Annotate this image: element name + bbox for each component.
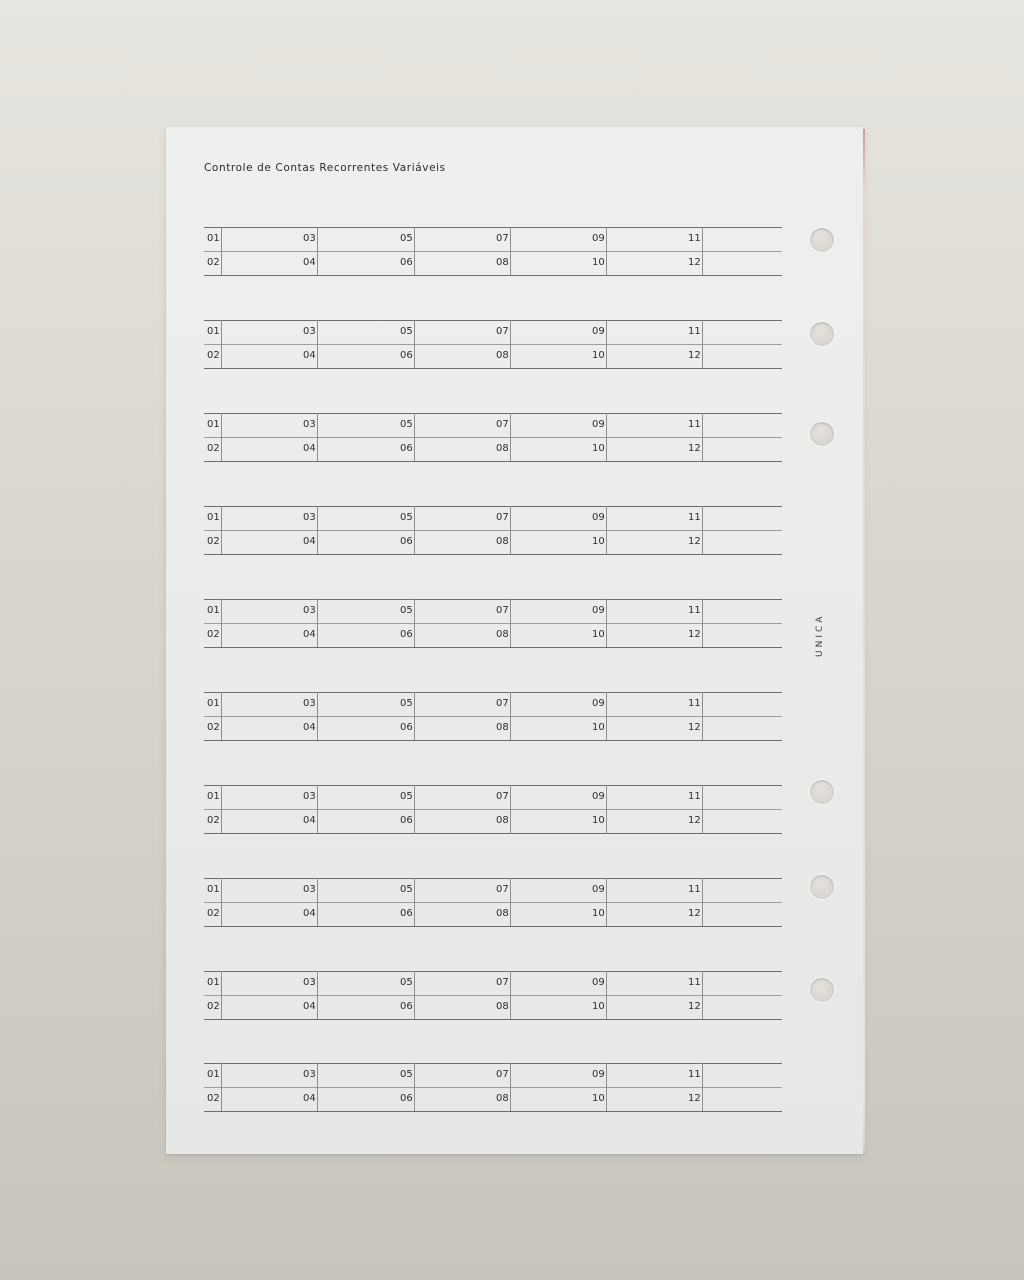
month-entry-field[interactable] <box>685 437 781 461</box>
month-entry-field[interactable] <box>397 1087 493 1111</box>
month-entry-field[interactable] <box>589 785 685 809</box>
month-entry-field[interactable] <box>397 251 493 275</box>
month-number: 11 <box>685 1063 703 1087</box>
month-entry-field[interactable] <box>493 530 589 554</box>
month-number: 06 <box>397 995 415 1019</box>
month-number: 01 <box>204 785 222 809</box>
account-block <box>204 506 782 554</box>
month-entry-field[interactable] <box>204 506 300 530</box>
month-entry-field[interactable] <box>685 1063 781 1087</box>
month-entry-field[interactable] <box>204 716 300 740</box>
month-number: 05 <box>397 320 415 344</box>
month-entry-field[interactable] <box>204 995 300 1019</box>
month-number: 09 <box>589 599 607 623</box>
month-entry-field[interactable] <box>397 878 493 902</box>
month-number: 08 <box>493 623 511 647</box>
month-entry-field[interactable] <box>685 530 781 554</box>
month-entry-field[interactable] <box>204 227 300 251</box>
month-number: 09 <box>589 971 607 995</box>
month-number: 04 <box>300 251 318 275</box>
month-number: 03 <box>300 1063 318 1087</box>
month-entry-field[interactable] <box>300 530 396 554</box>
month-number: 05 <box>397 785 415 809</box>
month-number: 04 <box>300 809 318 833</box>
month-number: 04 <box>300 530 318 554</box>
month-entry-field[interactable] <box>685 227 781 251</box>
month-entry-field[interactable] <box>685 716 781 740</box>
month-entry-field[interactable] <box>589 320 685 344</box>
month-entry-field[interactable] <box>589 227 685 251</box>
month-number: 02 <box>204 251 222 275</box>
month-number: 02 <box>204 437 222 461</box>
month-number: 07 <box>493 506 511 530</box>
month-entry-field[interactable] <box>589 530 685 554</box>
account-block <box>204 320 782 368</box>
rule-line <box>204 368 782 369</box>
month-entry-field[interactable] <box>397 716 493 740</box>
month-number: 02 <box>204 623 222 647</box>
month-number: 02 <box>204 902 222 926</box>
month-number: 10 <box>589 623 607 647</box>
month-entry-field[interactable] <box>589 902 685 926</box>
month-entry-field[interactable] <box>493 902 589 926</box>
month-number: 10 <box>589 437 607 461</box>
month-number: 03 <box>300 878 318 902</box>
month-entry-field[interactable] <box>204 878 300 902</box>
month-entry-field[interactable] <box>204 1087 300 1111</box>
month-number: 08 <box>493 251 511 275</box>
rule-line <box>204 1019 782 1020</box>
month-number: 03 <box>300 413 318 437</box>
month-entry-field[interactable] <box>685 413 781 437</box>
month-number: 11 <box>685 227 703 251</box>
binder-hole <box>810 780 834 804</box>
month-entry-field[interactable] <box>685 995 781 1019</box>
month-number: 01 <box>204 599 222 623</box>
month-number: 07 <box>493 971 511 995</box>
month-number: 07 <box>493 1063 511 1087</box>
month-number: 05 <box>397 971 415 995</box>
month-number: 01 <box>204 413 222 437</box>
month-number: 03 <box>300 785 318 809</box>
month-entry-field[interactable] <box>204 344 300 368</box>
month-entry-field[interactable] <box>300 413 396 437</box>
month-entry-field[interactable] <box>589 1087 685 1111</box>
page-title: Controle de Contas Recorrentes Variáveis <box>204 162 446 174</box>
month-number: 11 <box>685 320 703 344</box>
month-entry-field[interactable] <box>397 530 493 554</box>
month-entry-field[interactable] <box>493 227 589 251</box>
month-number: 08 <box>493 902 511 926</box>
month-entry-field[interactable] <box>204 530 300 554</box>
month-number: 09 <box>589 413 607 437</box>
month-number: 08 <box>493 437 511 461</box>
month-number: 12 <box>685 902 703 926</box>
month-entry-field[interactable] <box>685 251 781 275</box>
month-entry-field[interactable] <box>685 971 781 995</box>
month-number: 10 <box>589 902 607 926</box>
month-number: 03 <box>300 506 318 530</box>
month-number: 12 <box>685 623 703 647</box>
month-number: 12 <box>685 437 703 461</box>
month-number: 11 <box>685 599 703 623</box>
month-entry-field[interactable] <box>493 716 589 740</box>
month-number: 07 <box>493 320 511 344</box>
month-number: 08 <box>493 344 511 368</box>
month-entry-field[interactable] <box>493 599 589 623</box>
month-number: 01 <box>204 878 222 902</box>
month-entry-field[interactable] <box>397 902 493 926</box>
month-number: 08 <box>493 1087 511 1111</box>
month-entry-field[interactable] <box>300 344 396 368</box>
month-entry-field[interactable] <box>204 251 300 275</box>
month-entry-field[interactable] <box>397 437 493 461</box>
month-number: 10 <box>589 995 607 1019</box>
rule-line <box>204 740 782 741</box>
month-entry-field[interactable] <box>589 716 685 740</box>
month-number: 11 <box>685 692 703 716</box>
month-entry-field[interactable] <box>493 320 589 344</box>
month-number: 06 <box>397 716 415 740</box>
account-block <box>204 692 782 740</box>
month-number: 02 <box>204 809 222 833</box>
month-entry-field[interactable] <box>685 599 781 623</box>
month-entry-field[interactable] <box>300 506 396 530</box>
month-number: 11 <box>685 785 703 809</box>
month-entry-field[interactable] <box>300 902 396 926</box>
month-entry-field[interactable] <box>397 1063 493 1087</box>
month-number: 04 <box>300 1087 318 1111</box>
account-block <box>204 785 782 833</box>
month-entry-field[interactable] <box>493 878 589 902</box>
month-number: 11 <box>685 506 703 530</box>
month-entry-field[interactable] <box>685 809 781 833</box>
month-entry-field[interactable] <box>300 227 396 251</box>
month-number: 03 <box>300 320 318 344</box>
account-block <box>204 413 782 461</box>
month-entry-field[interactable] <box>589 506 685 530</box>
month-entry-field[interactable] <box>397 809 493 833</box>
account-block <box>204 599 782 647</box>
month-entry-field[interactable] <box>493 623 589 647</box>
month-entry-field[interactable] <box>685 623 781 647</box>
month-number: 10 <box>589 1087 607 1111</box>
month-entry-field[interactable] <box>493 809 589 833</box>
month-entry-field[interactable] <box>300 1087 396 1111</box>
month-entry-field[interactable] <box>685 878 781 902</box>
month-number: 01 <box>204 320 222 344</box>
month-entry-field[interactable] <box>685 344 781 368</box>
month-number: 05 <box>397 227 415 251</box>
month-entry-field[interactable] <box>300 251 396 275</box>
month-number: 02 <box>204 995 222 1019</box>
month-entry-field[interactable] <box>397 227 493 251</box>
month-entry-field[interactable] <box>397 599 493 623</box>
month-entry-field[interactable] <box>204 692 300 716</box>
month-number: 04 <box>300 623 318 647</box>
month-entry-field[interactable] <box>204 809 300 833</box>
month-number: 02 <box>204 344 222 368</box>
month-entry-field[interactable] <box>493 1087 589 1111</box>
month-entry-field[interactable] <box>589 413 685 437</box>
binder-hole <box>810 422 834 446</box>
month-number: 01 <box>204 1063 222 1087</box>
month-entry-field[interactable] <box>397 785 493 809</box>
month-number: 04 <box>300 437 318 461</box>
month-number: 06 <box>397 530 415 554</box>
brand-label: UNICA <box>815 613 825 657</box>
month-entry-field[interactable] <box>397 413 493 437</box>
month-number: 06 <box>397 623 415 647</box>
month-entry-field[interactable] <box>300 1063 396 1087</box>
month-entry-field[interactable] <box>589 692 685 716</box>
month-number: 09 <box>589 878 607 902</box>
month-number: 06 <box>397 251 415 275</box>
month-entry-field[interactable] <box>204 437 300 461</box>
month-entry-field[interactable] <box>589 437 685 461</box>
month-entry-field[interactable] <box>397 692 493 716</box>
month-number: 10 <box>589 530 607 554</box>
month-entry-field[interactable] <box>397 320 493 344</box>
month-number: 07 <box>493 413 511 437</box>
month-number: 09 <box>589 1063 607 1087</box>
month-number: 09 <box>589 692 607 716</box>
month-entry-field[interactable] <box>589 344 685 368</box>
month-entry-field[interactable] <box>589 623 685 647</box>
month-number: 05 <box>397 1063 415 1087</box>
month-entry-field[interactable] <box>300 785 396 809</box>
month-number: 04 <box>300 716 318 740</box>
month-entry-field[interactable] <box>493 1063 589 1087</box>
month-number: 12 <box>685 716 703 740</box>
month-number: 07 <box>493 692 511 716</box>
rule-line <box>204 833 782 834</box>
month-number: 09 <box>589 227 607 251</box>
account-block <box>204 971 782 1019</box>
month-entry-field[interactable] <box>685 1087 781 1111</box>
month-number: 06 <box>397 1087 415 1111</box>
month-number: 12 <box>685 344 703 368</box>
month-entry-field[interactable] <box>493 437 589 461</box>
month-number: 10 <box>589 251 607 275</box>
month-entry-field[interactable] <box>685 320 781 344</box>
month-entry-field[interactable] <box>300 995 396 1019</box>
rule-line <box>204 275 782 276</box>
month-number: 05 <box>397 506 415 530</box>
month-number: 11 <box>685 878 703 902</box>
month-entry-field[interactable] <box>204 971 300 995</box>
month-entry-field[interactable] <box>204 902 300 926</box>
month-number: 05 <box>397 599 415 623</box>
rule-line <box>204 647 782 648</box>
month-entry-field[interactable] <box>300 809 396 833</box>
month-number: 12 <box>685 530 703 554</box>
month-entry-field[interactable] <box>493 692 589 716</box>
month-entry-field[interactable] <box>397 344 493 368</box>
month-entry-field[interactable] <box>589 878 685 902</box>
month-number: 03 <box>300 599 318 623</box>
month-number: 05 <box>397 413 415 437</box>
binder-hole <box>810 228 834 252</box>
month-number: 10 <box>589 344 607 368</box>
month-number: 12 <box>685 809 703 833</box>
account-block <box>204 1063 782 1111</box>
month-number: 11 <box>685 971 703 995</box>
month-number: 08 <box>493 716 511 740</box>
month-number: 07 <box>493 785 511 809</box>
month-number: 02 <box>204 716 222 740</box>
month-entry-field[interactable] <box>493 506 589 530</box>
month-entry-field[interactable] <box>204 413 300 437</box>
month-number: 02 <box>204 530 222 554</box>
month-entry-field[interactable] <box>300 437 396 461</box>
month-number: 11 <box>685 413 703 437</box>
rule-line <box>204 926 782 927</box>
month-number: 08 <box>493 530 511 554</box>
month-number: 02 <box>204 1087 222 1111</box>
month-number: 09 <box>589 506 607 530</box>
month-entry-field[interactable] <box>589 251 685 275</box>
sheet-edge <box>863 129 865 1151</box>
month-entry-field[interactable] <box>493 251 589 275</box>
planner-sheet <box>166 127 863 1154</box>
month-entry-field[interactable] <box>300 623 396 647</box>
month-entry-field[interactable] <box>589 809 685 833</box>
month-entry-field[interactable] <box>300 692 396 716</box>
month-number: 07 <box>493 227 511 251</box>
account-block <box>204 878 782 926</box>
month-number: 01 <box>204 971 222 995</box>
binder-hole <box>810 875 834 899</box>
month-entry-field[interactable] <box>493 344 589 368</box>
month-entry-field[interactable] <box>397 971 493 995</box>
month-number: 01 <box>204 692 222 716</box>
month-number: 10 <box>589 809 607 833</box>
month-entry-field[interactable] <box>204 623 300 647</box>
account-block <box>204 227 782 275</box>
month-entry-field[interactable] <box>493 785 589 809</box>
month-number: 04 <box>300 344 318 368</box>
month-number: 05 <box>397 878 415 902</box>
rule-line <box>204 554 782 555</box>
month-number: 06 <box>397 344 415 368</box>
month-number: 09 <box>589 320 607 344</box>
month-entry-field[interactable] <box>685 785 781 809</box>
month-entry-field[interactable] <box>589 971 685 995</box>
month-number: 12 <box>685 251 703 275</box>
month-entry-field[interactable] <box>493 971 589 995</box>
month-entry-field[interactable] <box>685 902 781 926</box>
month-number: 07 <box>493 878 511 902</box>
month-entry-field[interactable] <box>397 995 493 1019</box>
month-entry-field[interactable] <box>300 599 396 623</box>
month-number: 10 <box>589 716 607 740</box>
month-entry-field[interactable] <box>589 995 685 1019</box>
month-number: 01 <box>204 506 222 530</box>
month-number: 08 <box>493 809 511 833</box>
month-entry-field[interactable] <box>300 320 396 344</box>
month-number: 04 <box>300 995 318 1019</box>
binder-hole <box>810 322 834 346</box>
month-entry-field[interactable] <box>493 995 589 1019</box>
month-number: 06 <box>397 437 415 461</box>
month-number: 01 <box>204 227 222 251</box>
month-entry-field[interactable] <box>685 506 781 530</box>
month-number: 05 <box>397 692 415 716</box>
month-entry-field[interactable] <box>300 716 396 740</box>
rule-line <box>204 461 782 462</box>
month-number: 07 <box>493 599 511 623</box>
month-number: 03 <box>300 971 318 995</box>
rule-line <box>204 1111 782 1112</box>
month-number: 12 <box>685 1087 703 1111</box>
month-entry-field[interactable] <box>397 506 493 530</box>
month-entry-field[interactable] <box>204 320 300 344</box>
month-entry-field[interactable] <box>204 785 300 809</box>
month-entry-field[interactable] <box>204 1063 300 1087</box>
month-entry-field[interactable] <box>300 878 396 902</box>
month-entry-field[interactable] <box>204 599 300 623</box>
month-entry-field[interactable] <box>589 1063 685 1087</box>
month-number: 06 <box>397 809 415 833</box>
month-entry-field[interactable] <box>300 971 396 995</box>
month-number: 06 <box>397 902 415 926</box>
month-number: 09 <box>589 785 607 809</box>
binder-hole <box>810 978 834 1002</box>
month-number: 03 <box>300 227 318 251</box>
month-entry-field[interactable] <box>685 692 781 716</box>
month-number: 03 <box>300 692 318 716</box>
month-entry-field[interactable] <box>589 599 685 623</box>
month-number: 08 <box>493 995 511 1019</box>
month-number: 04 <box>300 902 318 926</box>
month-entry-field[interactable] <box>493 413 589 437</box>
month-entry-field[interactable] <box>397 623 493 647</box>
month-number: 12 <box>685 995 703 1019</box>
